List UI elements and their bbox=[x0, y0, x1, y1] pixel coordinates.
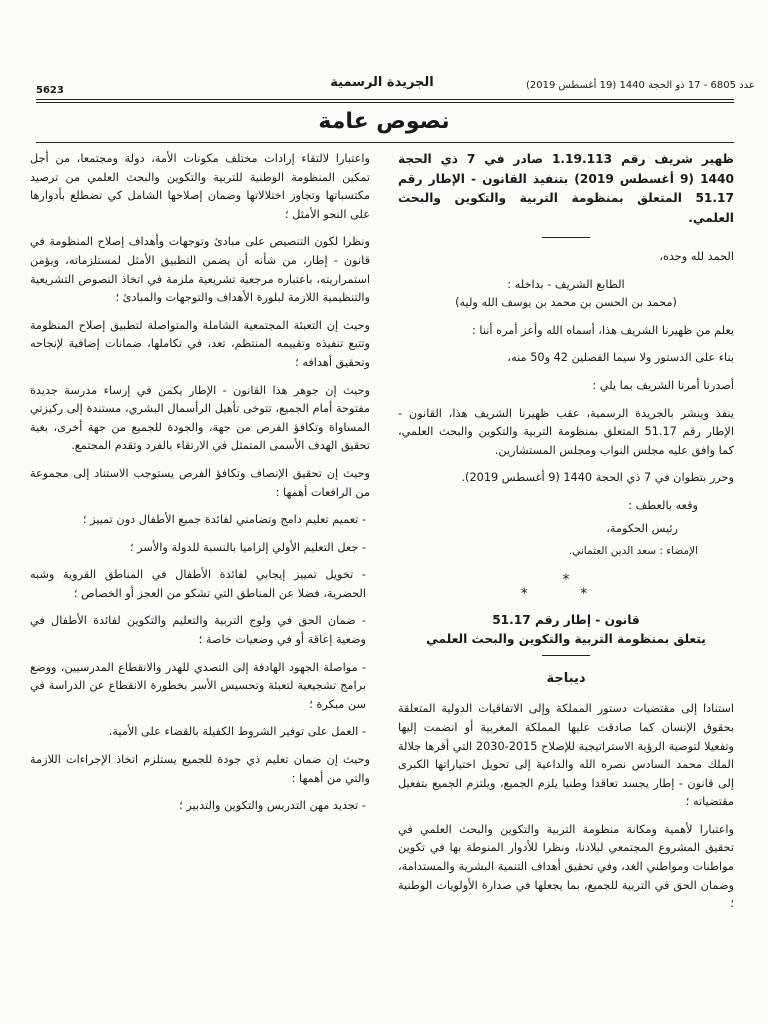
list-item: - مواصلة الجهود الهادفة إلى التصدي للهدر والانقطاع المدرسيين، ووضع برامج تشجيعية لتعبئة وتحسيس الأسر بخطورة الانقطاع عن الدراسة في سن مبكرة ؛ bbox=[30, 660, 366, 711]
header-rule bbox=[36, 99, 734, 100]
page-number: 5623 bbox=[36, 85, 64, 96]
left-column bbox=[30, 150, 370, 825]
praise-line: الحمد لله وحده، bbox=[659, 250, 734, 263]
paragraph-4: وحيث إن جوهر هذا القانون - الإطار يكمن في إرساء مدرسة جديدة مفتوحة أمام الجميع، تتوخى تأهيل الرأسمال البشري، مستندة إلى ركيزتي المساواة وتكافؤ الفرص من جهة، والجودة للجميع من جهة أخرى، بغية تحقيق الهدف الأسمى المتمثل في الارتقاء بالفرد وتقدم المجتمع. bbox=[30, 383, 370, 453]
decree-title: ظهير شريف رقم 1.19.113 صادر في 7 ذي الحجة 1440 (9 أغسطس 2019) بتنفيذ القانون - الإطار رقم 51.17 المتعلق بمنظومة التربية والتكوين والبحث العلمي. bbox=[398, 152, 734, 225]
list-item: - ضمان الحق في ولوج التربية والتعليم والتكوين لفائدة الأطفال في وضعية إعاقة أو في وضعيات خاصة ؛ bbox=[30, 614, 366, 647]
law-title: قانون - إطار رقم 51.17 يتعلق بمنظومة التربية والتكوين والبحث العلمي bbox=[426, 612, 706, 646]
pm-signature: الإمضاء : سعد الدين العثماني. bbox=[568, 545, 698, 558]
separator bbox=[542, 237, 590, 238]
list-item: - تجديد مهن التدريس والتكوين والتدبير ؛ bbox=[179, 799, 366, 813]
paragraph-2: ونظرا لكون التنصيص على مبادئ وتوجهات وأهداف إصلاح المنظومة في قانون - إطار، من شأنه أن يضمن التطبيق الأمثل لمستلزماته، ويؤمن استمراريته، باعتباره مرجعية تشريعية ملزمة في اتخاذ النصوص التشريعية والتنظيمية اللازمة لبلورة الأهداف والتوجهات والمبادئ ؛ bbox=[30, 235, 370, 305]
preamble-paragraph-1: استنادا إلى مقتضيات دستور المملكة وإلى الاتفاقيات الدولية المتعلقة بحقوق الإنسان كما صادقت عليها المملكة المغربية أو انضمت إليها وتفعيلا لتوصية الرؤية الاستراتيجية للإصلاح 2015-2030 التي أقرها جلالة الملك محمد السادس نصره الله والداعية إلى تحويل اختياراتها الكبرى إلى قانون - إطار يجسد تعاقدا وطنيا يلزم الجميع، ويلتزم الجميع بتفعيل مقتضياته ؛ bbox=[398, 702, 735, 809]
list-item: - تخويل تمييز إيجابي لفائدة الأطفال في المناطق القروية وشبه الحضرية، فضلا عن المناطق التي تشكو من العجز أو الخصاص ؛ bbox=[30, 568, 366, 600]
signature-block bbox=[398, 497, 734, 561]
header-rule-double bbox=[36, 102, 734, 103]
list-item: - جعل التعليم الأولي إلزاميا بالنسبة للدولة والأسر ؛ bbox=[129, 540, 366, 554]
countersigned-label: وقعه بالعطف : bbox=[628, 498, 698, 512]
seal-line: الطابع الشريف - بداخله : bbox=[507, 277, 625, 291]
based-paragraph: بناء على الدستور ولا سيما الفصلين 42 و50 منه، bbox=[507, 351, 734, 365]
paragraph-5: وحيث إن تحقيق الإنصاف وتكافؤ الفرص يستوجب الاستناد إلى مجموعة من الرافعات أهمها : bbox=[30, 466, 370, 499]
right-column bbox=[398, 150, 734, 923]
journal-title: الجريدة الرسمية bbox=[330, 75, 434, 90]
ordered-paragraph: أصدرنا أمرنا الشريف بما يلي : bbox=[592, 378, 734, 392]
seal-name: (محمد بن الحسن بن محمد بن يوسف الله وليه) bbox=[455, 296, 677, 310]
paragraph-3: وحيث إن التعبئة المجتمعية الشاملة والمتواصلة لتطبيق إصلاح المنظومة وتتبع تنفيذه وتقييمه المنتظم، تعد، في تكاملها، ضمانات إضافية لإنجاحه وتحقيق أهدافه ؛ bbox=[30, 318, 370, 369]
stars-separator: * * * bbox=[520, 571, 612, 602]
know-paragraph: يعلم من ظهيرنا الشريف هذا، أسماه الله وأعز أمره أننا : bbox=[472, 323, 734, 337]
issue-reference: عدد 6805 - 17 ذو الحجة 1440 (19 أغسطس 2019) bbox=[526, 80, 755, 91]
paragraph-1: واعتبارا لالتقاء إرادات مختلف مكونات الأمة، دولة ومجتمعا، من أجل تمكين المنظومة الوطنية للتربية والتكوين والبحث العلمي من ترصيد مكتسباتها وتجاوز اختلالاتها وضمان إصلاحها الشامل كي تضطلع بأدوارها على النحو الأمثل ؛ bbox=[30, 152, 370, 221]
list-item: - تعميم تعليم دامج وتضامني لفائدة جميع الأطفال دون تمييز ؛ bbox=[82, 513, 366, 527]
separator bbox=[542, 655, 590, 656]
section-rule bbox=[36, 142, 734, 143]
done-paragraph: وحرر بتطوان في 7 ذي الحجة 1440 (9 أغسطس 2019). bbox=[461, 471, 734, 485]
execute-paragraph: ينفذ وينشر بالجريدة الرسمية، عقب ظهيرنا الشريف هذا، القانون - الإطار رقم 51.17 المتعلق بمنظومة التربية والتكوين والبحث العلمي، كما وافق عليه مجلس النواب ومجلس المستشارين. bbox=[398, 406, 734, 457]
section-title: نصوص عامة bbox=[318, 109, 450, 134]
pm-title: رئيس الحكومة، bbox=[606, 521, 678, 535]
paragraph-6: وحيث إن ضمان تعليم ذي جودة للجميع يستلزم اتخاذ الإجراءات اللازمة والتي من أهمها : bbox=[30, 753, 370, 785]
preamble-title: ديباجة bbox=[546, 670, 586, 686]
preamble-paragraph-2: واعتبارا لأهمية ومكانة منظومة التربية والتكوين والبحث العلمي في تحقيق المشروع المجتمعي لبلادنا، ونظرا للأدوار المنوطة بها في تكوين مواطنات ومواطني الغد، وفي تحقيق أهداف التنمية البشرية والمستدامة، وضمان الحق في التربية للجميع، بما يجعلها في صدارة الأولويات الوطنية ؛ bbox=[398, 822, 734, 911]
list-item: - العمل على توفير الشروط الكفيلة بالقضاء على الأمية. bbox=[108, 725, 366, 739]
